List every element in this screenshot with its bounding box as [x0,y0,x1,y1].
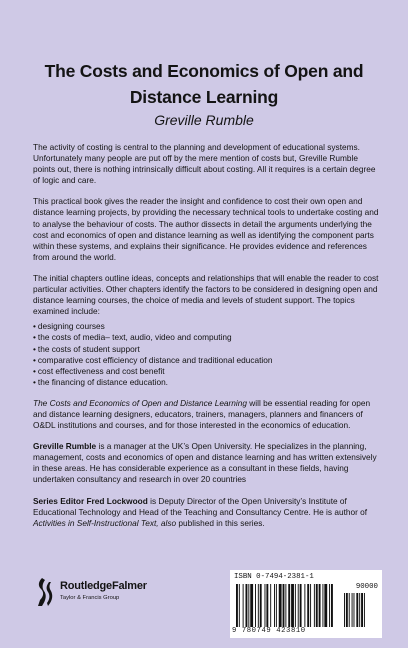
series-editor-book: Activities in Self-Instructional Text, also [33,517,177,528]
barcode-bar [248,584,249,627]
barcode-bar [279,584,282,627]
barcode-bar [298,584,299,627]
barcode-bar [322,584,323,627]
addon-barcode-bar [361,593,363,627]
barcode-bar [258,584,259,627]
paragraph-4-text: will be essential reading for open and distance learning designers, educators, trainers, managers, planners and financers of O&DL institutions and courses, and for those interested in the economics of education. [33,397,371,431]
barcode-bar [265,584,266,627]
topics-list [33,321,381,388]
series-editor-text-end: published in this series. [176,517,265,528]
publisher-logo [32,576,162,610]
author-bio-text: is a manager at the UK’s Open University. He specializes in the planning, management, costs and economics of open and distance learning and has written extensively in these areas. He has considerable experience as a consultant in these fields, having undertaken consultancy and research in over 20 countries [33,441,377,485]
barcode-bar [324,584,327,627]
book-title [20,58,388,110]
addon-barcode-bar [359,593,360,627]
addon-barcode-bar [356,593,358,627]
barcode-bar [236,584,238,627]
barcode-bar [288,584,290,627]
topic-item: • comparative cost efficiency of distance and traditional education [33,355,381,366]
barcode-bar [266,584,268,627]
barcode-bar [307,584,309,627]
blurb-paragraph-2: This practical book gives the reader the insight and confidence to cost their own open and distance learning projects, by providing the necessary technical tools to undertake costing and to analyse the behaviour of costs. The author dissects in detail the arguments underlying the cost and economics of open and distance learning as well as identifying the component parts within these systems, and explains their significance. He provides evidence and references from around the world. [33,196,379,262]
ean-digits: 9 780749 423810 [232,627,306,635]
barcode-bar [314,584,315,627]
barcode-bar [283,584,285,627]
barcode-bar [295,584,296,627]
barcode-bar [270,584,271,627]
addon-barcode-bar [354,593,355,627]
barcode-bar [276,584,277,627]
barcode-bar [243,584,244,627]
barcode-bar [246,584,248,627]
series-editor-text: is Deputy Director of the Open University’s Institute of Educational Technology and Head of the Teaching and Consultancy Centre. He is author of [33,495,368,517]
barcode-bar [274,584,275,627]
topic-item: • the costs of media– text, audio, video and computing [33,332,381,343]
barcode-bar [260,584,262,627]
book-title-line-2: Distance Learning [129,87,279,107]
barcode-panel [230,570,382,638]
barcode-bar [255,584,256,627]
blurb-paragraph-3: The initial chapters outline ideas, concepts and relationships that will enable the reader to cost particular activities. Other chapters identify the factors to be considered in designing open and distance learning courses, the choice of media and levels of student support. The topics examined include: [33,272,379,317]
addon-barcode-bar [344,593,345,627]
publisher-name: RoutledgeFalmer [60,580,147,592]
topic-item: • the financing of distance education. [33,377,381,388]
author-bio-name: Greville Rumble [33,441,97,452]
barcode-bar [285,584,286,627]
topic-item: • cost effectiveness and cost benefit [33,366,381,377]
book-title-italic: The Costs and Economics of Open and Distance Learning [33,397,247,408]
blurb-paragraph-4 [33,398,381,431]
barcode-bar [316,584,318,627]
routledge-logo-icon [32,576,56,608]
barcode-bar [331,584,333,627]
barcode-bar [239,584,240,627]
barcode-bar [304,584,305,627]
author-bio [33,441,381,485]
blurb-paragraph-1: The activity of costing is central to the planning and development of educational systems. Unfortunately many people are put off by the mere mention of costs but, Greville Rumble points out, there is nothing intrinsically difficult about costing. All it requires is a certain degree of logic and care. [33,142,376,186]
series-editor-name: Series Editor Fred Lockwood [33,495,148,506]
series-editor-bio [33,496,381,529]
barcode [236,581,376,627]
publisher-group: Taylor & Francis Group [60,595,120,601]
barcode-bar [310,584,311,627]
barcode-bar [300,584,302,627]
book-author: Greville Rumble [154,112,254,128]
price-code: 90000 [355,583,378,591]
barcode-bar [250,584,253,627]
addon-barcode-bar [349,593,350,627]
topic-item: • the costs of student support [33,344,381,355]
barcode-bar [319,584,321,627]
addon-barcode-bar [346,593,348,627]
isbn-text: ISBN 0-7494-2381-1 [234,573,314,581]
barcode-bar [329,584,330,627]
barcode-bar [291,584,294,627]
topic-item: • designing courses [33,321,381,332]
addon-barcode-bar [352,593,353,627]
book-title-line-1: The Costs and Economics of Open and [44,61,364,81]
addon-barcode-bar [364,593,365,627]
blurb [33,142,381,539]
